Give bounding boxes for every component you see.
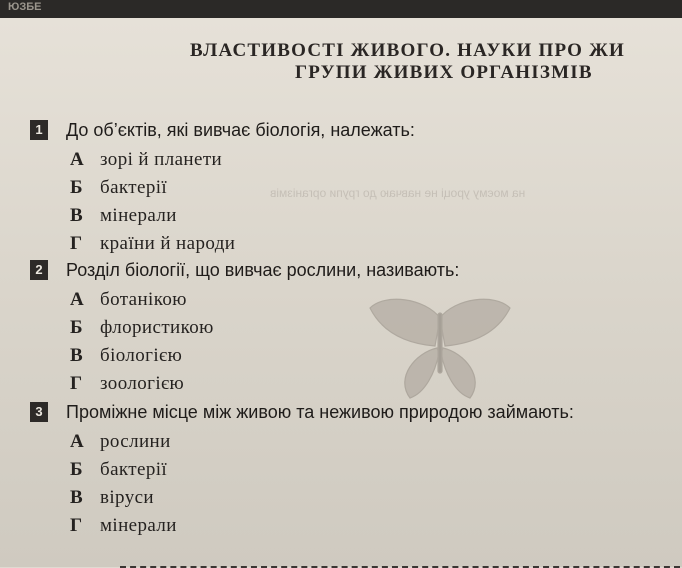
option-text: рослини bbox=[100, 431, 171, 452]
option-letter: Г bbox=[70, 515, 83, 536]
question-3 bbox=[30, 400, 680, 540]
option-text: біологією bbox=[100, 345, 183, 366]
question-number: 1 bbox=[30, 120, 48, 140]
page-top-strip bbox=[0, 0, 682, 18]
option-text: мінерали bbox=[100, 205, 177, 226]
option-a[interactable] bbox=[30, 428, 680, 456]
option-text: зоологією bbox=[100, 373, 185, 394]
corner-text: ЮЗБЕ bbox=[8, 1, 42, 13]
option-b[interactable] bbox=[30, 314, 680, 342]
option-letter: В bbox=[70, 205, 83, 226]
option-letter: А bbox=[70, 149, 84, 170]
option-letter: Б bbox=[70, 317, 83, 338]
options-list bbox=[30, 146, 680, 258]
question-number: 3 bbox=[30, 402, 48, 422]
option-text: країни й народи bbox=[100, 233, 236, 254]
option-text: бактерії bbox=[100, 459, 168, 480]
question-number: 2 bbox=[30, 260, 48, 280]
option-text: віруси bbox=[100, 487, 155, 508]
question-text: Розділ біології, що вивчає рослини, називають: bbox=[66, 260, 460, 280]
question-1 bbox=[30, 118, 680, 258]
question-header bbox=[30, 400, 680, 424]
question-2 bbox=[30, 258, 680, 398]
worksheet-page bbox=[0, 18, 682, 567]
title-line-2: ГРУПИ ЖИВИХ ОРГАНІЗМІВ bbox=[295, 62, 593, 83]
option-letter: В bbox=[70, 487, 83, 508]
option-v[interactable] bbox=[30, 484, 680, 512]
option-letter: В bbox=[70, 345, 83, 366]
option-a[interactable] bbox=[30, 146, 680, 174]
option-text: ботанікою bbox=[100, 289, 187, 310]
options-list bbox=[30, 428, 680, 540]
option-letter: Б bbox=[70, 459, 83, 480]
option-b[interactable] bbox=[30, 456, 680, 484]
question-text: Проміжне місце між живою та неживою природою займають: bbox=[66, 402, 574, 422]
option-g[interactable] bbox=[30, 512, 680, 540]
options-list bbox=[30, 286, 680, 398]
option-g[interactable] bbox=[30, 370, 680, 398]
question-text: До об’єктів, які вивчає біологія, належать: bbox=[66, 120, 415, 140]
option-v[interactable] bbox=[30, 202, 680, 230]
option-g[interactable] bbox=[30, 230, 680, 258]
option-letter: Б bbox=[70, 177, 83, 198]
option-letter: А bbox=[70, 289, 84, 310]
option-letter: Г bbox=[70, 233, 83, 254]
option-text: зорі й планети bbox=[100, 149, 223, 170]
option-text: бактерії bbox=[100, 177, 168, 198]
option-a[interactable] bbox=[30, 286, 680, 314]
option-letter: Г bbox=[70, 373, 83, 394]
option-b[interactable] bbox=[30, 174, 680, 202]
question-header bbox=[30, 258, 680, 282]
question-header bbox=[30, 118, 680, 142]
option-letter: А bbox=[70, 431, 84, 452]
bleed-through-text: на моєму уроці не навчаю до групи організмів bbox=[270, 186, 526, 200]
page-title bbox=[190, 40, 682, 84]
option-v[interactable] bbox=[30, 342, 680, 370]
title-line-1: ВЛАСТИВОСТІ ЖИВОГО. НАУКИ ПРО ЖИ bbox=[190, 40, 626, 61]
option-text: мінерали bbox=[100, 515, 177, 536]
option-text: флористикою bbox=[100, 317, 214, 338]
